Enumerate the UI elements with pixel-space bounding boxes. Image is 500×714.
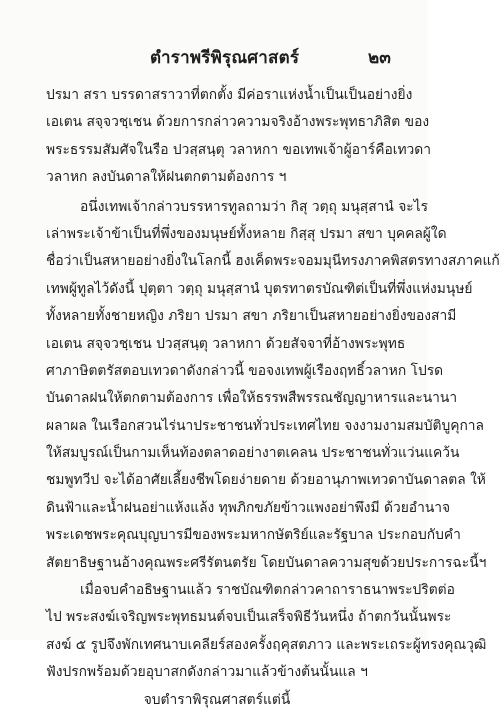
text-line: เอเตน สจฺจวชฺเชน ด้วยการกล่าวความจริงอ้างพระพุทธาภิสิต ของ — [46, 114, 430, 131]
closing-line: จบตำราพิรุณศาสตร์แต่นี้ — [143, 691, 291, 708]
text-line: เทพผู้ทูลไว้ดังนี้ ปุตฺตา วตฺถุ มนุสฺสานํ บุตรทาตรบัณฑิต่เป็นที่พึ่งแห่งมนุษย์ — [46, 280, 473, 297]
text-line: ปรมา สรา บรรดาสราวาที่ตกตั้ง มีค่อราแห่งน้ำเป็นเป็นอย่างยิ่ง — [46, 87, 413, 103]
text-line: สงฆ์ ๕ รูปจึงพักเทศนาบเคลียร์สองครั้งฤคุสตภาว และพระเถระผู้ทรงคุณวุฒิ — [46, 636, 487, 653]
text-line: ชื่อว่าเป็นสหายอย่างยิ่งในโลกนี้ ฮงเค็ดพระจอมมุนีทรงภาคพิสตรทางสภาคแก้ — [46, 253, 500, 270]
paragraph-start-line: อนึ่งเทพเจ้ากล่าวบรรหารทูลถามว่า กิสุ วตฺถุ มนุสฺสานํ จะไร — [80, 198, 429, 215]
text-line: สัตยาธิษฐานอ้างคุณพระศรีรัตนตรัย โดยบันดาลความสุขด้วยประการฉะนี้ฯ — [46, 554, 487, 571]
text-line: พระธรรมสัมศัจในรือ ปวสฺสนฺตุ วลาหกา ขอเทพเจ้าผู้อาร์คือเทวดา — [46, 141, 431, 158]
text-line: ฟังปรกพร้อมด้วยอุบาสกดังกล่าวมาแล้วข้างต้นนั้นแล ฯ — [46, 664, 368, 681]
text-line: เอเตน สจฺจวชฺเชน ปวสฺสนฺตุ วลาหกา ด้วยสัจจาที่อ้างพระพุทธ — [46, 335, 406, 352]
text-line: บันดาลฝนให้ตกตามต้องการ เพื่อให้ธรรพสืพรรณชัญญาหารและนานา — [46, 390, 458, 407]
page-number: ๒๓ — [368, 48, 391, 68]
paragraph-start-line: เมื่อจบคำอธิษฐานแล้ว ราชบัณฑิตกล่าวคาถาราธนาพระปริตต่อ — [80, 582, 455, 599]
running-title: ตำราพรีพิรุณศาสตร์ — [150, 48, 300, 68]
text-line: ทั้งหลายทั้งชายหญิง ภริยา ปรมา สขา ภริยาเป็นสหายอย่างยิ่งของสามี — [46, 308, 457, 325]
text-line: ชมพูทวีป จะได้อาศัยเลี้ยงชีพโดยง่ายดาย ด้วยอานุภาพเทวดาบันดาลตล ให้ — [46, 472, 486, 489]
body-text — [46, 82, 500, 714]
text-line: ให้สมบูรณ์เป็นกามเห็นท้องตลาดอย่างาตเคลน ประชาชนทั่วแว่นแคว้น — [46, 445, 460, 462]
page-header — [0, 40, 427, 68]
text-line: วลาหก ลงบันดาลให้ฝนตกตามต้องการ ฯ — [46, 169, 287, 186]
text-line: ศาภาษิตตรัสตอบเทวดาดังกล่าวนี้ ขอจงเทพผู้เรืองฤทธิ์วลาหก โปรด — [46, 362, 444, 379]
text-line: ไป พระสงฆ์เจริญพระพุทธมนต์จบเป็นเสร็จพิธีวันหนึ่ง ถ้าตกวันนั้นพระ — [46, 609, 452, 626]
text-line: พระเดชพระคุณบุญบารมีของพระมหากษัตริย์และรัฐบาล ประกอบกับคำ — [46, 527, 461, 544]
text-line: ผลาผล ในเรือกสวนไร่นาประชาชนทั่วประเทศไทย จงงามงามสมบัติบูคุกาล — [46, 417, 485, 434]
text-line: ดินฟ้าและน้ำฝนอย่าแห้งแล้ง ทุพภิกขภัยข้าวแพงอย่าพึงมี ด้วยอำนาจ — [46, 499, 451, 516]
text-line: เล่าพระเจ้าข้าเป็นที่พึ่งของมนุษย์ทั้งหลาย กิสฺสุ ปรมา สขา บุคคลผู้ใด — [46, 225, 447, 242]
